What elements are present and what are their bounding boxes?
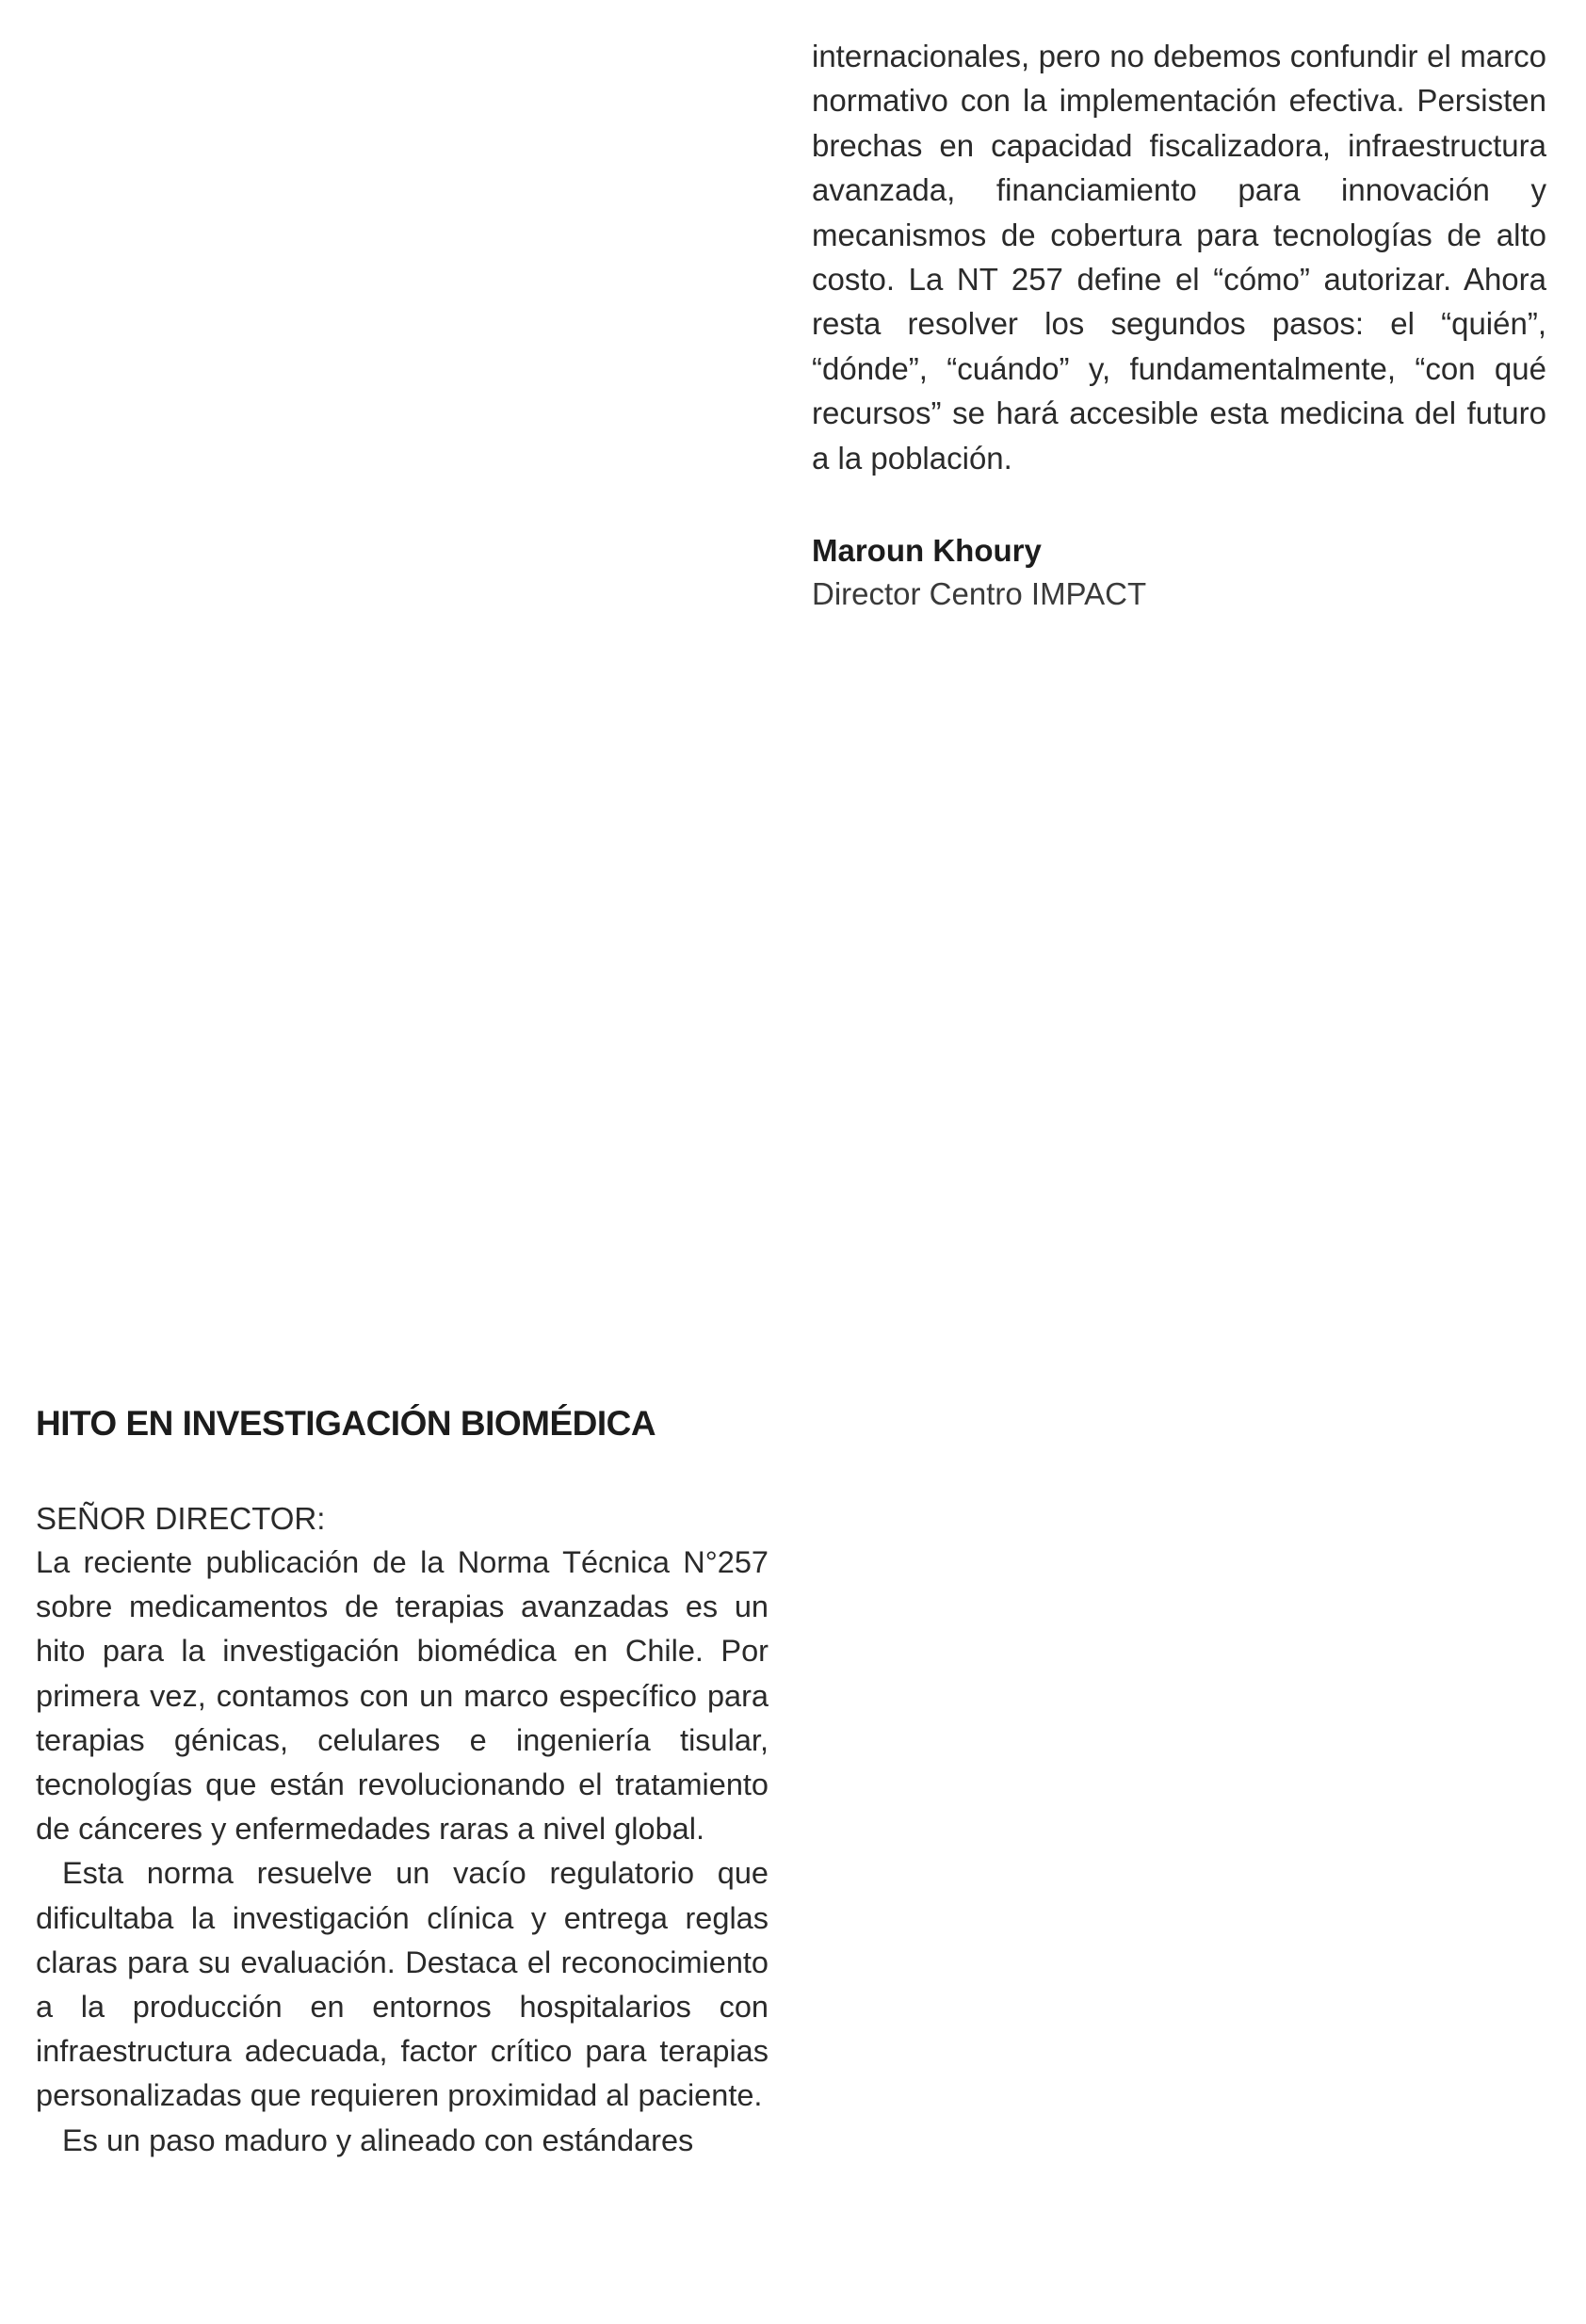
letter-paragraph-1: La reciente publicación de la Norma Técnica N°257 sobre medicamentos de terapias avanzadas es un hito para la investigación biomédica en Chile. Por primera vez, contamos con un marco específico para terapias génicas, celulares e ingeniería tisular, tecnologías que están revolucionando el tratamiento de cánceres y enfermedades raras a nivel global. (36, 1545, 769, 1847)
letter-paragraph-3: Es un paso maduro y alineado con estándares (62, 2122, 694, 2157)
letter-headline: HITO EN INVESTIGACIÓN BIOMÉDICA (36, 1404, 656, 1443)
letter-paragraph-2: Esta norma resuelve un vacío regulatorio que dificultaba la investigación clínica y entrega reglas claras para su evaluación. Destaca el reconocimiento a la producción en entornos hospitalarios con infraestructura adecuada, factor crítico para terapias personalizadas que requieren proximidad al paciente. (36, 1856, 769, 2113)
letter-continuation-column (812, 34, 1546, 616)
letter-salutation: SEÑOR DIRECTOR: (36, 1501, 326, 1536)
letter-column (36, 1401, 769, 2163)
signature-role: Director Centro IMPACT (812, 576, 1147, 612)
signature-name: Maroun Khoury (812, 533, 1042, 569)
letter-continuation-text: internacionales, pero no debemos confundir el marco normativo con la implementación efectiva. Persisten brechas en capacidad fiscalizadora, infraestructura avanzada, financiamiento para innovación y mecanismos de cobertura para tecnologías de alto costo. La NT 257 define el “cómo” autorizar. Ahora resta resolver los segundos pasos: el “quién”, “dónde”, “cuándo” y, fundamentalmente, “con qué recursos” se hará accesible esta medicina del futuro a la población. (812, 39, 1546, 476)
letter-signature (812, 529, 1546, 616)
